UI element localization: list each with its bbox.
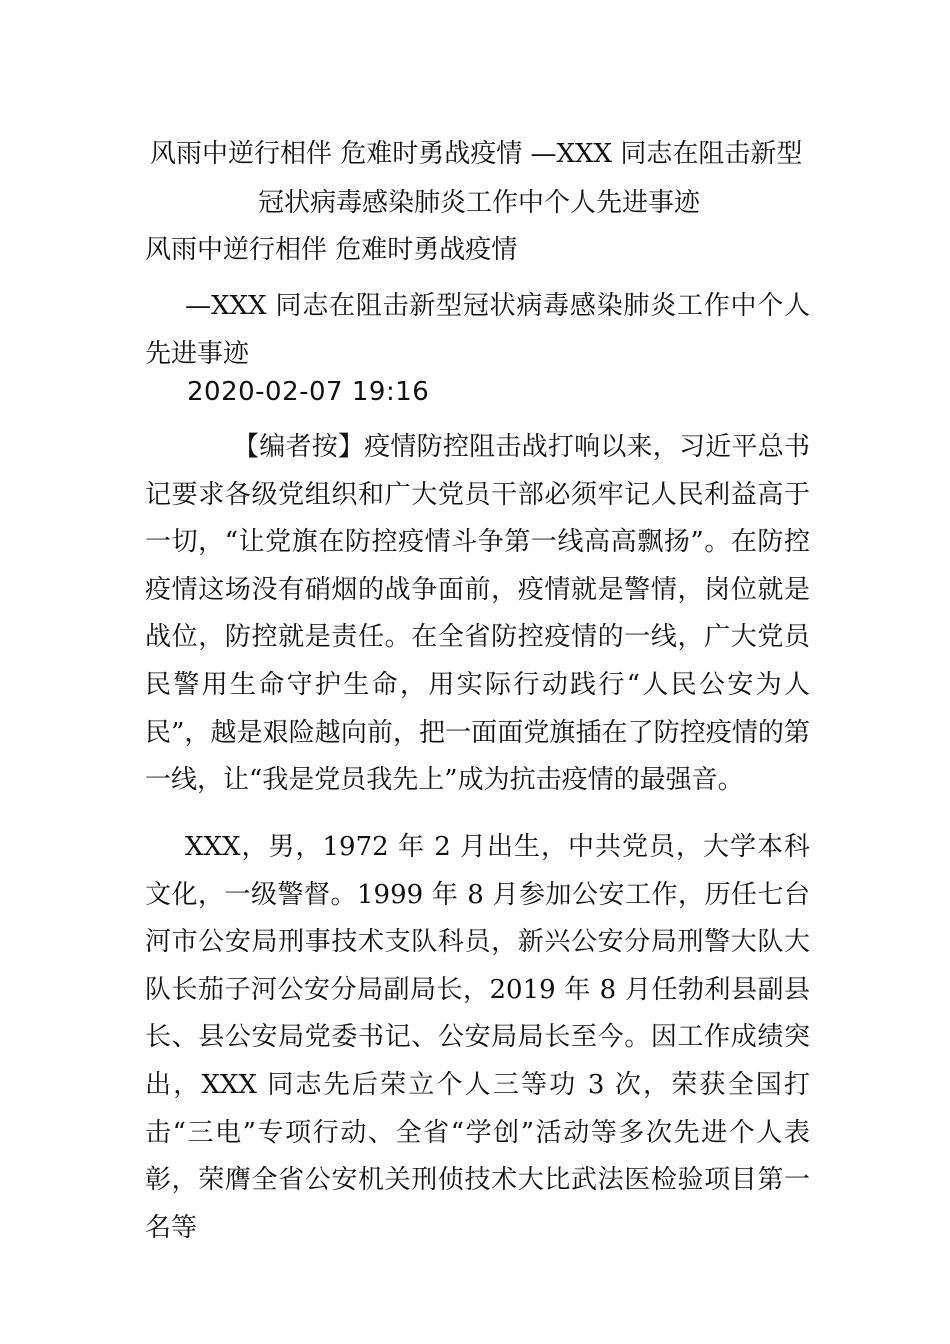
article-heading: 风雨中逆行相伴 危难时勇战疫情: [145, 235, 518, 265]
biography-paragraph: XXX，男，1972 年 2 月出生，中共党员，大学本科文化，一级警督。1999 年 8 月参加公安工作，历任七台河市公安局刑事技术支队科员，新兴公安分局刑警大队大队长茄子河公安分局副局长，2019 年 8 月任勃利县副县长、县公安局党委书记、公安局局长至今。因工作成绩突出，XXX 同志先后荣立个人三等功 3 次，荣获全国打击“三电”专项行动、全省“学创”活动等多次先进个人表彰，荣膺全省公安机关刑侦技术大比武法医检验项目第一名等: [145, 832, 810, 1243]
editor-note-paragraph: 【编者按】疫情防控阻击战打响以来，习近平总书记要求各级党组织和广大党员干部必须牢记人民利益高于一切，“让党旗在防控疫情斗争第一线高高飘扬”。在防控疫情这场没有硝烟的战争面前，疫情就是警情，岗位就是战位，防控就是责任。在全省防控疫情的一线，广大党员民警用生命守护生命，用实际行动践行“人民公安为人民”，越是艰险越向前，把一面面党旗插在了防控疫情的第一线，让“我是党员我先上”成为抗击疫情的最强音。: [145, 432, 810, 796]
document-title-line-1: 风雨中逆行相伴 危难时勇战疫情 —XXX 同志在阻击新型: [150, 139, 803, 169]
article-subheading: —XXX 同志在阻击新型冠状病毒感染肺炎工作中个人先进事迹: [145, 291, 810, 369]
publish-date: 2020-02-07 19:16: [187, 377, 430, 407]
document-title-line-2: 冠状病毒感染肺炎工作中个人先进事迹: [258, 188, 701, 218]
